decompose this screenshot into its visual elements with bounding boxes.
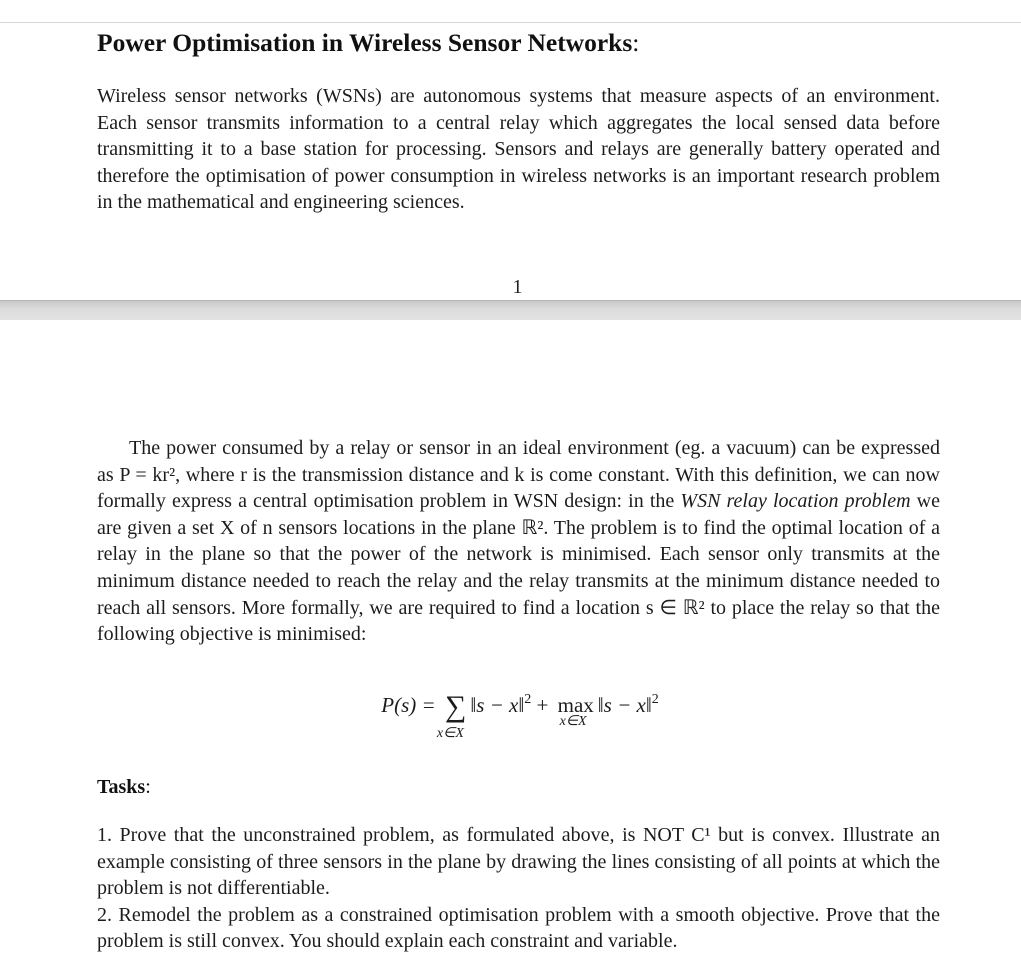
- task-item-1: 1. Prove that the unconstrained problem, as formulated above, is NOT C¹ but is convex. Illustrate an example consisting of three sensors in the plane by drawing the lines consisting of all points at which the problem is not differentiable.: [97, 824, 940, 900]
- section-title-colon: :: [632, 28, 640, 57]
- objective-formula: [0, 690, 1021, 742]
- formula-max: [557, 693, 594, 729]
- formula-term1: ‖s − x‖: [470, 693, 525, 717]
- formula-plus: +: [536, 693, 549, 717]
- formula-sum: [436, 690, 467, 742]
- sum-subscript: x∈X: [436, 726, 464, 742]
- power-paragraph-part2: we are given a set X of n sensors locations in the plane ℝ². The problem is to find the optimal location of a relay in the plane so that the power of the network is minimised. Each sensor only transmits at the minimum distance needed to reach the relay and the relay transmits at the minimum distance needed to reach all sensors. More formally, we are required to find a location s ∈ ℝ² to place the relay so that the following objective is minimised:: [97, 490, 940, 646]
- formula-term1-exponent: 2: [524, 692, 532, 707]
- task-list: [97, 822, 940, 955]
- formula-term2: ‖s − x‖: [597, 693, 652, 717]
- intro-paragraph: Wireless sensor networks (WSNs) are autonomous systems that measure aspects of an environment. Each sensor transmits information to a central relay which aggregates the local sensed data before transmitting it to a base station for processing. Sensors and relays are generally battery operated and therefore the optimisation of power consumption in wireless networks is an important research problem in the mathematical and engineering sciences.: [97, 85, 940, 214]
- page-1: [0, 23, 1021, 300]
- tasks-heading-text: Tasks: [97, 776, 146, 798]
- section-title: [97, 28, 639, 58]
- max-subscript: x∈X: [559, 714, 587, 729]
- tasks-heading-colon: :: [145, 776, 151, 798]
- formula-lhs: P(s) =: [381, 693, 436, 717]
- page-2: [0, 320, 1021, 958]
- tasks-heading: [97, 776, 151, 799]
- section-title-text: Power Optimisation in Wireless Sensor Networks: [97, 28, 633, 57]
- page-number: 1: [512, 276, 523, 298]
- wsn-relay-location-problem-term: WSN relay location problem: [680, 490, 911, 513]
- power-paragraph: [97, 435, 940, 648]
- formula-term2-exponent: 2: [651, 692, 659, 707]
- previous-page-cropped-edge: [0, 0, 1021, 23]
- max-label: max: [557, 693, 594, 717]
- task-item-2: 2. Remodel the problem as a constrained optimisation problem with a smooth objective. Prove that the problem is still convex. You should explain each constraint and variable.: [97, 903, 940, 953]
- page-separator: [0, 300, 1021, 321]
- power-paragraph-part1: The power consumed by a relay or sensor in an ideal environment (eg. a vacuum) can be expressed as P = kr², where r is the transmission distance and k is come constant. With this definition, we can now formally express a central optimisation problem in WSN design: in the: [97, 437, 940, 513]
- sum-symbol: ∑: [444, 690, 467, 724]
